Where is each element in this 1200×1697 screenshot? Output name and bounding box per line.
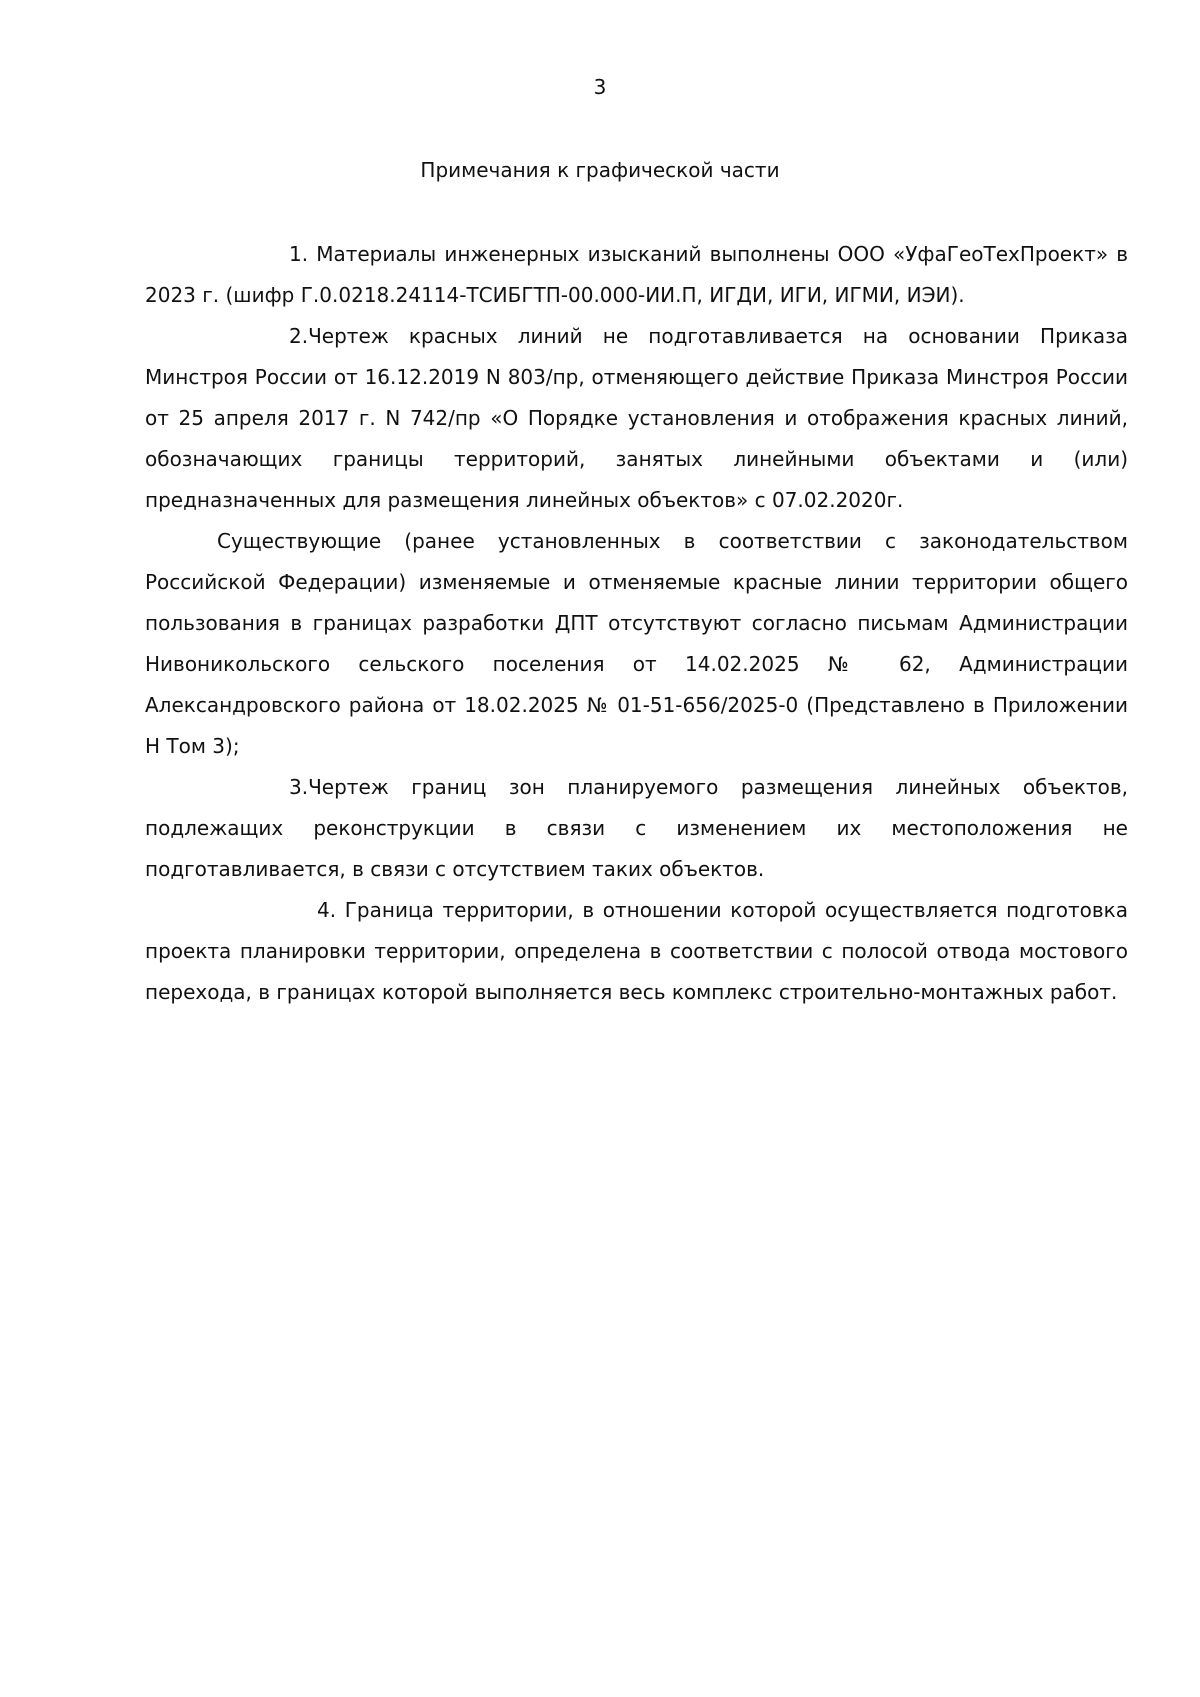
page-number: 3 <box>593 75 607 99</box>
note-number: 2. <box>289 324 309 348</box>
notes-body <box>145 234 1128 1013</box>
note-text: Чертеж границ зон планируемого размещения линейных объектов, подлежащих реконструкции в связи с изменением их местоположения не подготавливается, в связи с отсутствием таких объектов. <box>145 775 1128 881</box>
note-text: Существующие (ранее установленных в соответствии с законодательством Российской Федерации) изменяемые и отменяемые красные линии территории общего пользования в границах разработки ДПТ отсутствуют согласно письмам Администрации Нивоникольского сельского поселения от 14.02.2025 № 62, Администрации Александровского района от 18.02.2025 № 01-51-656/2025-0 (Представлено в Приложении Н Том 3); <box>145 529 1128 758</box>
note-number: 4. <box>317 898 337 922</box>
note-text: Чертеж красных линий не подготавливается на основании Приказа Минстроя России от 16.12.2019 N 803/пр, отменяющего действие Приказа Минстроя России от 25 апреля 2017 г. N 742/пр «О Порядке установления и отображения красных линий, обозначающих границы территорий, занятых линейными объектами и (или) предназначенных для размещения линейных объектов» с 07.02.2020г. <box>145 324 1128 512</box>
note-3 <box>145 767 1128 890</box>
note-text: Материалы инженерных изысканий выполнены ООО «УфаГеоТехПроект» в 2023 г. (шифр Г.0.0218.24114-ТСИБГТП-00.000-ИИ.П, ИГДИ, ИГИ, ИГМИ, ИЭИ). <box>145 242 1128 307</box>
note-number: 3. <box>289 775 309 799</box>
page-title: Примечания к графической части <box>420 158 780 182</box>
note-2 <box>145 316 1128 521</box>
note-text: Граница территории, в отношении которой осуществляется подготовка проекта планировки территории, определена в соответствии с полосой отвода мостового перехода, в границах которой выполняется весь комплекс строительно-монтажных работ. <box>145 898 1129 1004</box>
note-1 <box>145 234 1128 316</box>
note-number: 1. <box>289 242 309 266</box>
note-2-continuation <box>145 521 1128 767</box>
note-4 <box>145 890 1128 1013</box>
